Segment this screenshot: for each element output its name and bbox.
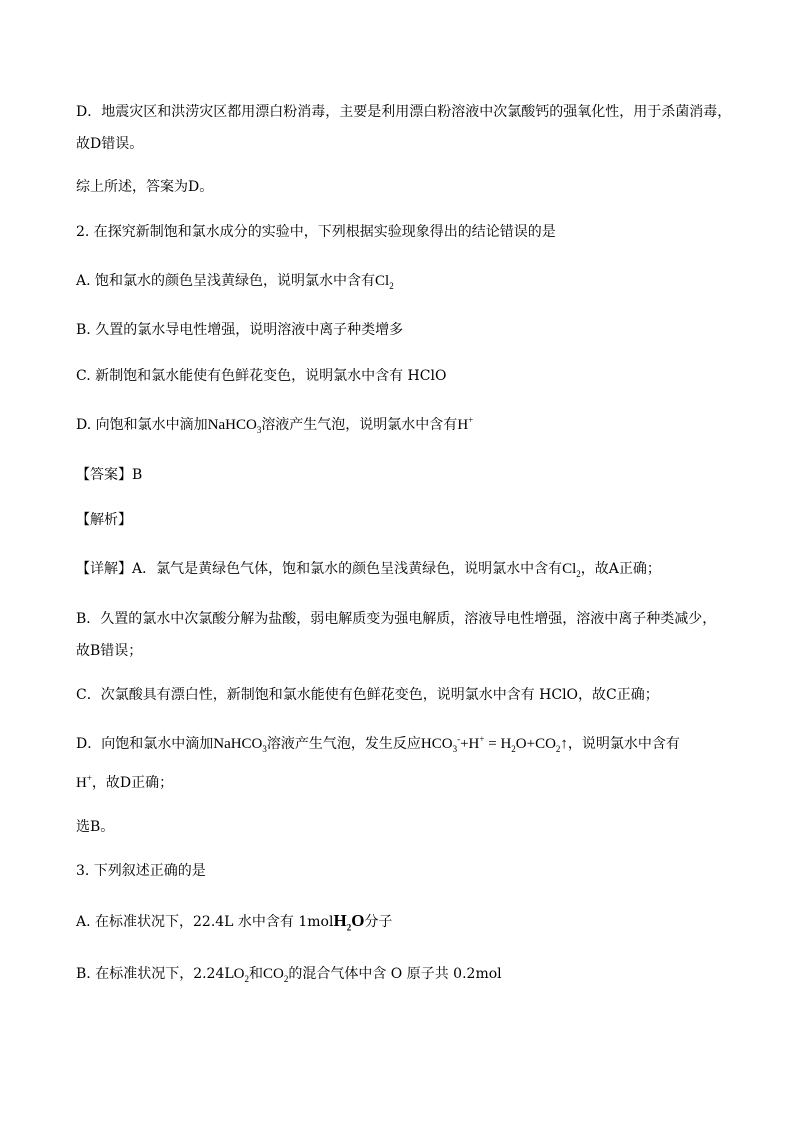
detail-option-c: C．次氯酸具有漂白性，新制饱和氯水能使有色鲜花变色，说明氯水中含有 HClO，故C正确； (76, 687, 659, 703)
formula-nahco3: NaHCO$_3$ (207, 417, 262, 435)
question-2-option-b: B. 久置的氯水导电性增强，说明溶液中离子种类增多 (76, 322, 404, 338)
formula-co2: $CO_2$ (263, 966, 289, 984)
choose-line: 选B。 (76, 819, 115, 835)
option-a-text: A. 饱和氯水的颜色呈浅黄绿色，说明氯水中含有 (76, 273, 376, 289)
formula-o2: $O_2$ (233, 966, 250, 984)
question-2-option-c: C. 新制饱和氯水能使有色鲜花变色，说明氯水中含有 HClO (76, 368, 447, 384)
formula-h2o: $H_2O$ (333, 911, 365, 933)
question-2-option-d: D. 向饱和氯水中滴加NaHCO$_3$溶液产生气泡，说明氯水中含有H+ (76, 415, 474, 435)
summary-line: 综上所述，答案为D。 (76, 179, 214, 195)
analysis-label: 【解析】 (76, 512, 132, 528)
answer-label: 【答案】B (76, 467, 143, 483)
option-d-explanation-line1: D．地震灾区和洪涝灾区都用漂白粉消毒，主要是利用漂白粉溶液中次氯酸钙的强氧化性，用于杀菌消毒， (76, 104, 732, 120)
question-2-option-a (76, 271, 394, 291)
detail-option-d-line2: H+，故D正确； (76, 773, 174, 791)
detail-option-a: 【详解】A．氯气是黄绿色气体，饱和氯水的颜色呈浅黄绿色，说明氯水中含有$Cl_2$，故A正确； (76, 561, 661, 579)
option-d-explanation-line2: 故D错误。 (76, 136, 144, 152)
formula-cl2: $Cl_2$ (375, 273, 394, 291)
formula-h-plus: H+ (457, 415, 474, 433)
question-3-option-b: B. 在标准状况下，$2.24LO_2$和$CO_2$的混合气体中含 O 原子共 0.2mol (76, 966, 502, 984)
question-3-option-a: A. 在标准状况下，22.4L 水中含有 1molH$_2$O分子 (76, 911, 393, 933)
question-3-stem: 3. 下列叙述正确的是 (76, 863, 206, 879)
question-2-stem: 2. 在探究新制饱和氯水成分的实验中，下列根据实验现象得出的结论错误的是 (76, 224, 556, 240)
detail-option-b-line1: B．久置的氯水中次氯酸分解为盐酸，弱电解质变为强电解质，溶液导电性增强，溶液中离子种类减少， (76, 611, 717, 627)
reaction-equation: $HCO_3^-+H^+$ = $H_2O+CO_2↑$ (420, 734, 568, 754)
detail-option-b-line2: 故B错误； (76, 643, 143, 659)
detail-option-d-line1: D．向饱和氯水中滴加NaHCO$_3$溶液产生气泡，发生反应$HCO_3^-+H^+$ = $H_2O+CO_2↑$，说明氯水中含有 (76, 734, 680, 754)
formula-nahco3: NaHCO$_3$ (213, 736, 267, 754)
formula-cl2: $Cl_2$ (562, 561, 581, 579)
formula-h-plus: H+ (76, 773, 92, 791)
